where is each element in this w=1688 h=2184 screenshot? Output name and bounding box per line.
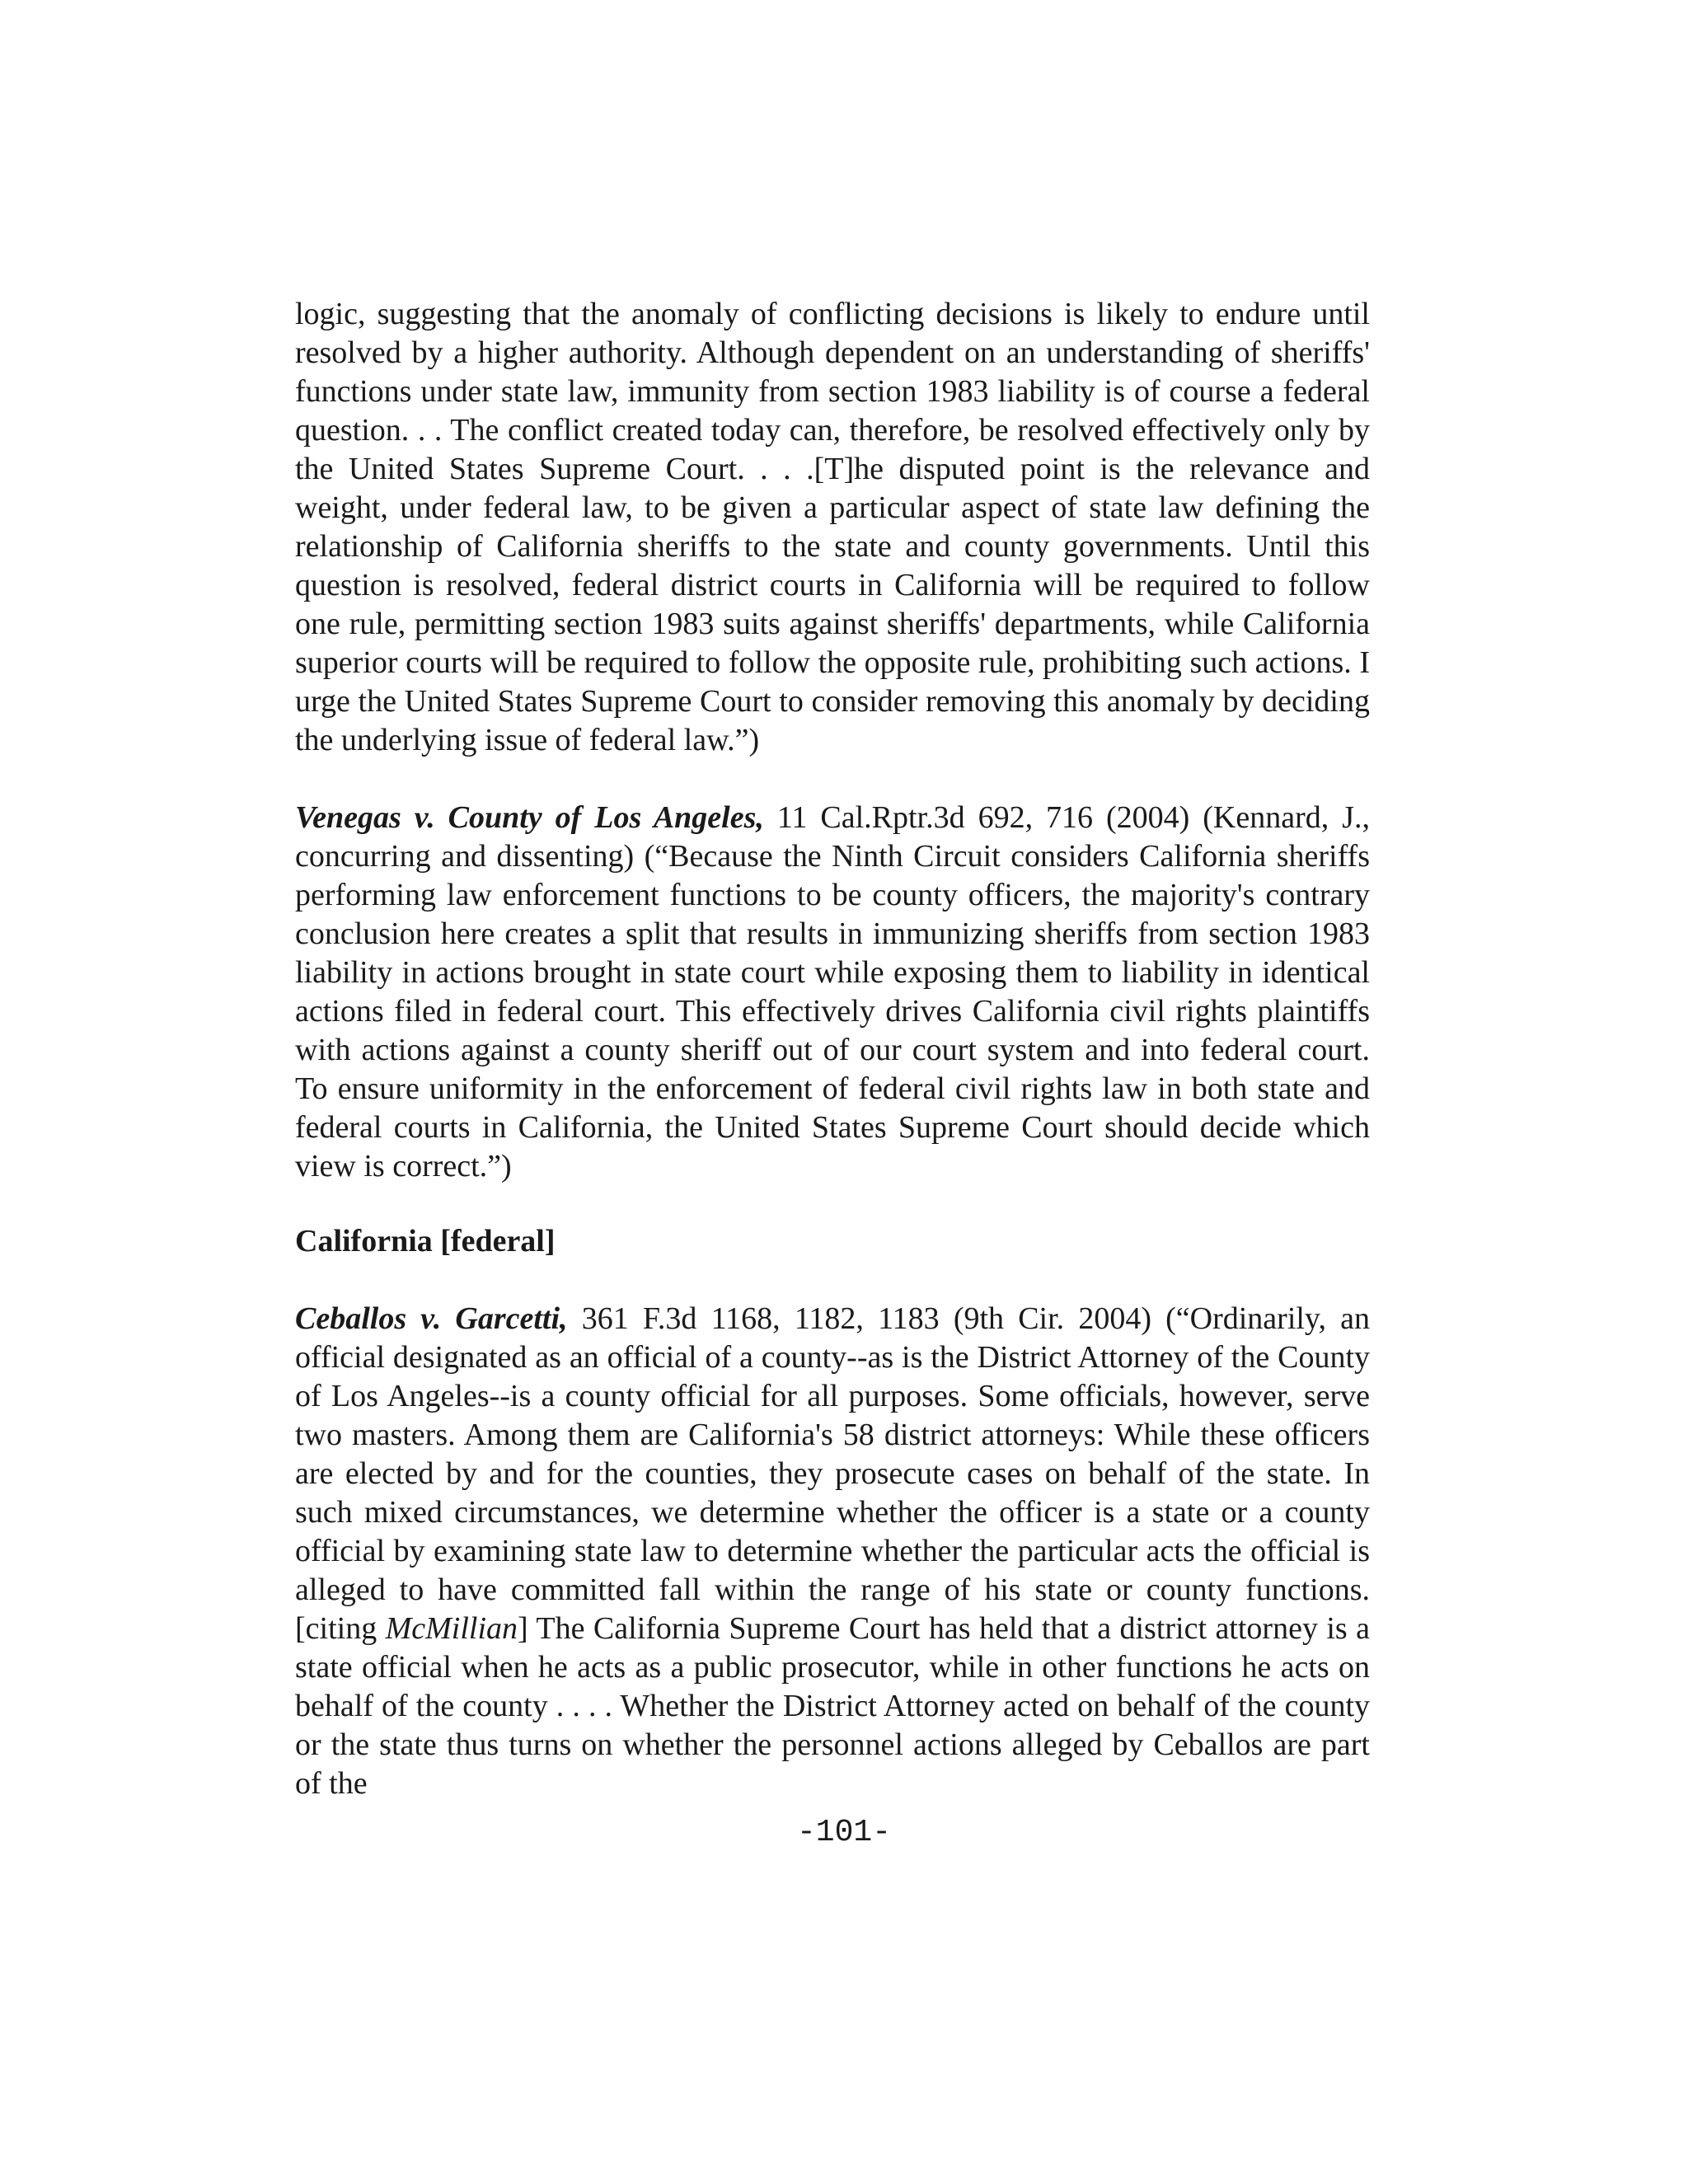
case-name-ceballos: Ceballos v. Garcetti, <box>295 1301 568 1336</box>
case-citation-text: 11 Cal.Rptr.3d 692, 716 (2004) (Kennard, J., concurring and dissenting) (“Because the Ninth Circuit considers California sheriffs performing law enforcement functions to be county officers, the majority's contrary conclusion here creates a split that results in immunizing sheriffs from section 1983 liability in actions brought in state court while exposing them to liability in identical actions filed in federal court. This effectively drives California civil rights plaintiffs with actions against a county sheriff out of our court system and into federal court. To ensure uniformity in the enforcement of federal civil rights law in both state and federal courts in California, the United States Supreme Court should decide which view is correct.”) <box>295 800 1370 1183</box>
paragraph-body <box>295 1300 1370 1803</box>
paragraph-venegas-case <box>295 799 1370 1186</box>
paragraph-body <box>295 799 1370 1186</box>
page-number: -101- <box>796 1815 892 1850</box>
paragraph-text: logic, suggesting that the anomaly of conflicting decisions is likely to endure until resolved by a higher authority. Although dependent on an understanding of sheriffs' functions under state law, immunity from section 1983 liability is of course a federal question. . . The conflict created today can, therefore, be resolved effectively only by the United States Supreme Court. . . .[T]he disputed point is the relevance and weight, under federal law, to be given a particular aspect of state law defining the relationship of California sheriffs to the state and county governments. Until this question is resolved, federal district courts in California will be required to follow one rule, permitting section 1983 suits against sheriffs' departments, while California superior courts will be required to follow the opposite rule, prohibiting such actions. I urge the United States Supreme Court to consider removing this anomaly by deciding the underlying issue of federal law.”) <box>295 297 1370 757</box>
case-name-venegas: Venegas v. County of Los Angeles, <box>295 800 764 835</box>
case-citation-text-continued: ] The California Supreme Court has held that a district attorney is a state official when he acts as a public prosecutor, while in other functions he acts on behalf of the county . . . . Whether the District Attorney acted on behalf of the county or the state thus turns on whether the personnel actions alleged by Ceballos are part of the <box>295 1611 1370 1801</box>
paragraph-ceballos-case <box>295 1300 1370 1803</box>
case-citation-text: 361 F.3d 1168, 1182, 1183 (9th Cir. 2004) (“Ordinarily, an official designated as an official of a county--as is the District Attorney of the County of Los Angeles--is a county official for all purposes. Some officials, however, serve two masters. Among them are California's 58 district attorneys: While these officers are elected by and for the counties, they prosecute cases on behalf of the state. In such mixed circumstances, we determine whether the officer is a state or a county official by examining state law to determine whether the particular acts the official is alleged to have committed fall within the range of his state or county functions. [citing <box>295 1301 1370 1646</box>
paragraph-quote-continuation <box>295 295 1370 760</box>
italic-citation: McMillian <box>385 1611 518 1646</box>
section-heading: California [federal] <box>295 1224 556 1258</box>
